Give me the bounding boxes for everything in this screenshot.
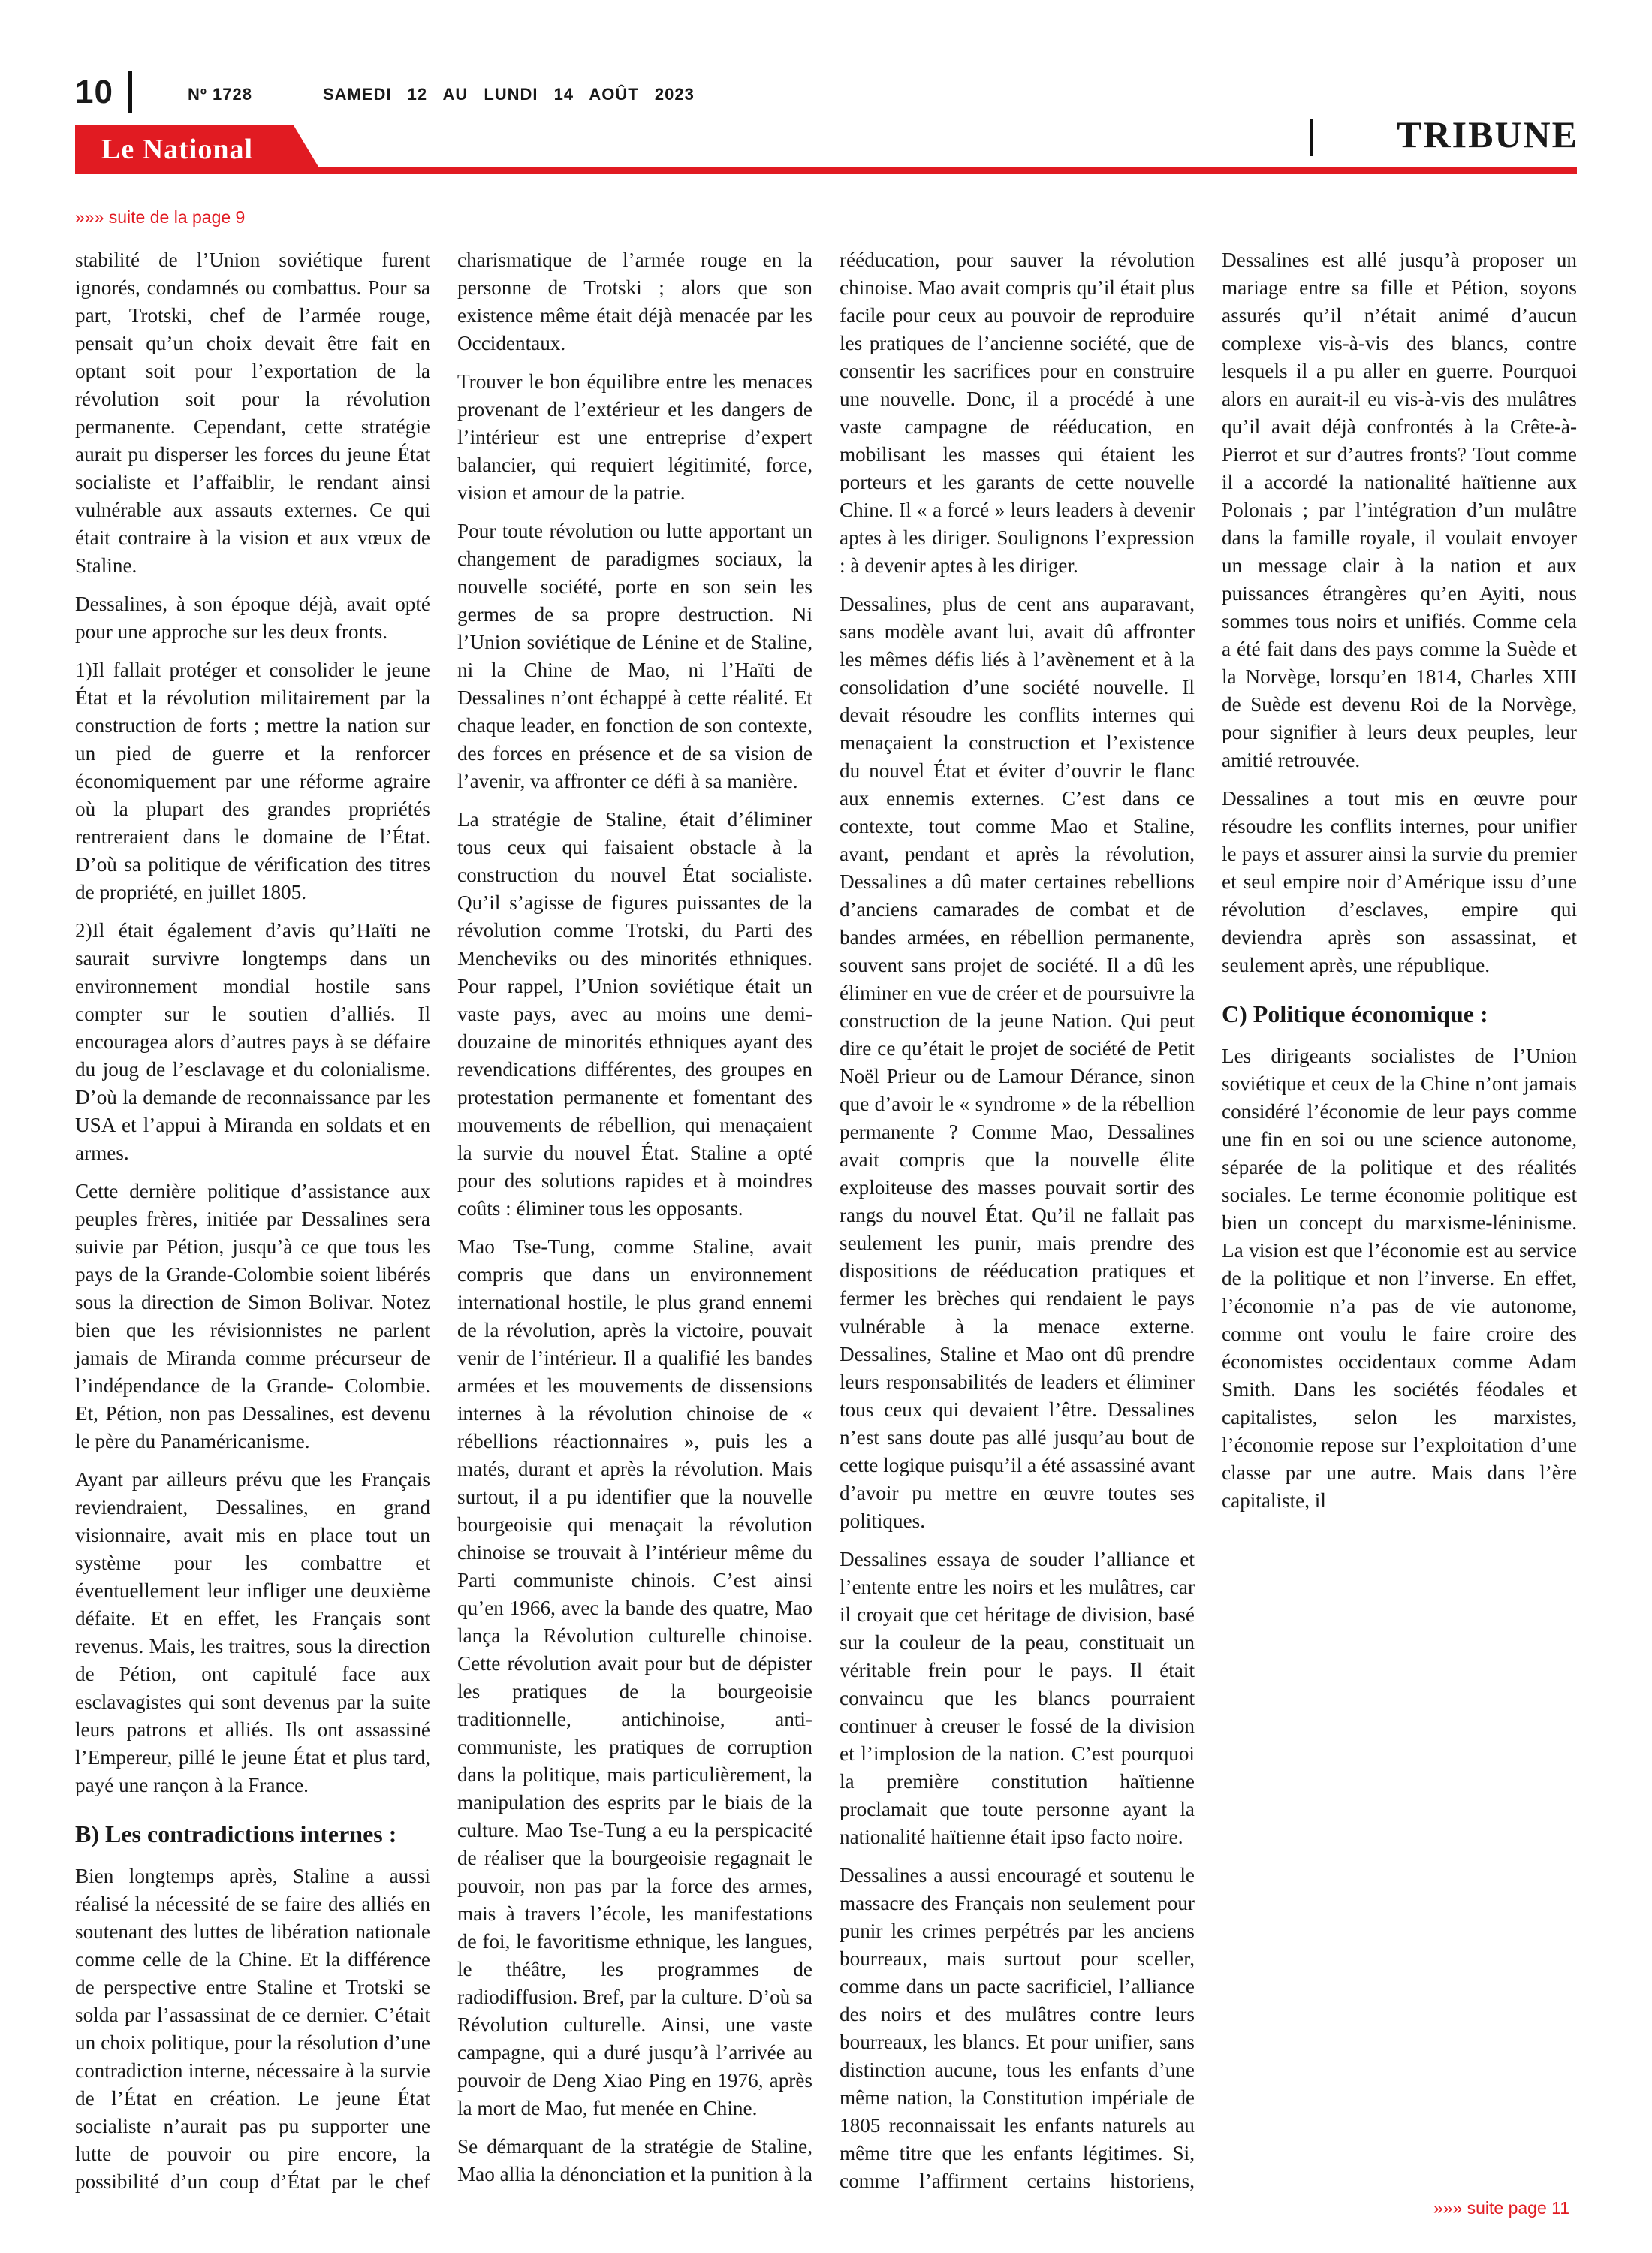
article-paragraph: stabilité de l’Union soviétique furent ignorés, condamnés ou combattus. Pour sa part, Trotski, chef de l’armée rouge, pensait qu’un choix devait être fait en optant soit pour l’exportation de la révolution soit pour la révolution permanente. Cependant, cette stratégie aurait pu disperser les forces du jeune État socialiste et l’affaiblir, le rendant ainsi vulnérable aux assauts externes. Ce qui était contraire à la vision et aux vœux de Staline.	[75, 249, 430, 577]
continued-from-label: »»» suite de la page 9	[75, 207, 246, 227]
subheading-internal-contradictions: B) Les contradictions internes :	[75, 1820, 397, 1847]
article-paragraph: Cette dernière politique d’assistance aux peuples frères, initiée par Dessalines sera suivie par Pétion, jusqu’à ce que tous les pays de la Grande-Colombie soient libérés sous la direction de Simon Bolivar. Notez bien que les révisionnistes ne parlent jamais de Miranda comme précurseur de l’indépendance de la Grande- Colombie. Et, Pétion, non pas Dessalines, est devenu le père du Panaméricanisme.	[75, 1180, 430, 1452]
article-paragraph: Pour toute révolution ou lutte apportant un changement de paradigmes sociaux, la nouvelle société, porte en son sein les germes de sa propre destruction. Ni l’Union soviétique de Lénine et de Staline, ni la Chine de Mao, ni l’Haïti de Dessalines n’ont échappé à cette réalité. Et chaque leader, en fonction de son contexte, des forces en présence et de sa vision de l’avenir, va affronter ce défi à sa manière.	[457, 520, 812, 792]
page-number-divider	[128, 71, 132, 113]
continued-to-label: »»» suite page 11	[1433, 2198, 1569, 2218]
section-title: TRIBUNE	[1397, 113, 1578, 155]
article-paragraph: Mao Tse-Tung, comme Staline, avait compris que dans un environnement international hostile, le plus grand ennemi de la révolution, après la victoire, pouvait venir de l’intérieur. Il a qualifié les bandes armées et les mouvements de dissensions internes à la révolution chinoise de « rébellions réactionnaires », puis les a matés, durant et après la révolution. Mais surtout, il a pu identifier que la nouvelle bourgeoisie qui menaçait la révolution chinoise se trouvait à l’intérieur même du Parti communiste chinois. C’est ainsi qu’en 1966, avec la bande des quatre, Mao lança la Révolution culturelle chinoise. Cette révolution avait pour but de dépister les pratiques de la bourgeoisie traditionnelle, antichinoise, anti-communiste, les pratiques de corruption dans la politique, mais particulièrement, la manipulation des esprits par le biais de la culture. Mao Tse-Tung a eu la perspicacité de réaliser que la bourgeoisie regagnait le pouvoir, non pas par la force des armes, mais à travers l’école, les manifestations de foi, le favoritisme ethnique, les langues, le théâtre, les programmes de radiodiffusion. Bref, par la culture. D’où sa Révolution culturelle. Ainsi, une vaste campagne, qui a duré jusqu’à l’arrivée au pouvoir de Deng Xiao Ping en 1976, après la mort de Mao, fut menée en Chine.	[457, 1235, 812, 2119]
article-paragraph: Dessalines, à son époque déjà, avait opté pour une approche sur les deux fronts.	[75, 593, 430, 643]
article-paragraph: Ayant par ailleurs prévu que les Français reviendraient, Dessalines, en grand visionnaire, avait mis en place tout un système pour les combattre et éventuellement leur infliger une deuxième défaite. Et en effet, les Français sont revenus. Mais, les traitres, sous la direction de Pétion, ont capitulé face aux esclavagistes qui sont devenus par la suite leurs patrons et alliés. Ils ont assassiné l’Empereur, pillé le jeune État et plus tard, payé une rançon à la France.	[75, 1468, 430, 1796]
article-paragraph: Trouver le bon équilibre entre les menaces provenant de l’extérieur et les dangers de l’intérieur est une entreprise d’expert balancier, qui requiert légitimité, force, vision et amour de la patrie.	[457, 370, 812, 504]
issue-date: SAMEDI 12 AU LUNDI 14 AOÛT 2023	[323, 85, 695, 104]
page-header	[0, 0, 1652, 180]
article-paragraph: Les dirigeants socialistes de l’Union soviétique et ceux de la Chine n’ont jamais considéré l’économie de leur pays comme une fin en soi ou une science autonome, séparée de la politique et des réalités sociales. Le terme économie politique est bien un concept du marxisme-léninisme. La vision est que l’économie est au service de la politique et non l’inverse. En effet, l’économie n’a pas de vie autonome, comme ont voulu le faire croire des économistes occidentaux comme Adam Smith. Dans les sociétés féodales et capitalistes, selon les marxistes, l’économie repose sur l’exploitation d’une classe par une autre. Mais dans l’ère capitaliste, il	[1222, 1045, 1577, 1512]
publication-logo: Le National	[101, 134, 254, 165]
subheading-economic-policy: C) Politique économique :	[1222, 1000, 1488, 1027]
article-body	[75, 246, 1577, 2199]
section-divider	[1310, 119, 1313, 156]
article-paragraph: 2)Il était également d’avis qu’Haïti ne saurait survivre longtemps dans un environnement mondial hostile sans compter sur le soutien d’alliés. Il encouragea alors d’autres pays à se défaire du joug de l’esclavage et du colonialisme. D’où la demande de reconnaissance par les USA et l’appui à Miranda en soldats et en armes.	[75, 919, 430, 1164]
article-paragraph: Dessalines essaya de souder l’alliance et l’entente entre les noirs et les mulâtres, car il croyait que cet héritage de division, basé sur la couleur de la peau, constituait un véritable frein pour le pays. Il était convaincu que les blancs pourraient continuer à creuser le fossé de la division et l’implosion de la nation. C’est pourquoi la première constitution haïtienne proclamait que toute personne ayant la nationalité haïtienne était ipso facto noire.	[840, 1548, 1195, 1848]
page-number: 10	[75, 74, 113, 110]
article-paragraph: Dessalines, plus de cent ans auparavant, sans modèle avant lui, avait dû affronter les mêmes défis liés à l’avènement et à la consolidation d’une société nouvelle. Il devait résoudre les conflits internes qui menaçaient la construction et l’existence du nouvel État et éviter d’ouvrir le flanc aux ennemis externes. C’est dans ce contexte, tout comme Mao et Staline, avant, pendant et après la révolution, Dessalines a dû mater certaines rebellions d’anciens camarades de combat et de bandes armées, en rébellion permanente, souvent sans projet de société. Il a dû les éliminer en vue de créer et de poursuivre la construction de la jeune Nation. Qui peut dire ce qu’était le projet de société de Petit Noël Prieur ou de Lamour Dérance, sinon que d’avoir le « syndrome » de la rébellion permanente ? Comme Mao, Dessalines avait compris que la nouvelle élite exploiteuse des masses pouvait sortir des rangs du nouvel État. Qu’il ne fallait pas seulement les punir, mais prendre des dispositions de rééducation pratiques et fermer les brèches qui rendaient le pays vulnérable à la menace externe. Dessalines, Staline et Mao ont dû prendre leurs responsabilités de leaders et éliminer tous ceux qui devaient l’être. Dessalines n’est sans doute pas allé jusqu’au bout de cette logique puisqu’il a été assassiné avant d’avoir pu mettre en œuvre toutes ses politiques.	[840, 593, 1195, 1532]
article-paragraph: Bien longtemps après, Staline a aussi réalisé la nécessité de se faire des alliés en soutenant des luttes de libération nationale comme celle de la Chine. Et la différence de perspective entre Staline et Trotski se solda par l’assassinat de ce dernier. C’était un choix politique, pour la résolution d’une contradiction interne, nécessaire à la survie de l’État en création. Le jeune État socialiste n’aurait pas pu supporter une lutte de pouvoir ou pire encore, la possibilité d’un coup d’État par le chef charismatique de l’armée rouge en la personne de Trotski ; alors que son existence même était déjà menacée par les Occidentaux.	[75, 249, 812, 2193]
article-paragraph: Se démarquant de la stratégie de Staline, Mao allia la dénonciation et la punition à la rééducation, pour sauver la révolution chinoise. Mao avait compris qu’il était plus facile pour ceux au pouvoir de reproduire les pratiques de l’ancienne société, que de consentir les sacrifices pour en construire une nouvelle. Donc, il a procédé à une vaste campagne de rééducation, en mobilisant les masses qui étaient les porteurs et les garants de cette nouvelle Chine. Il « a forcé » leurs leaders à devenir aptes à les diriger. Soulignons l’expression : à devenir aptes à les diriger.	[457, 249, 1195, 2185]
issue-number: Nº 1728	[188, 85, 252, 104]
article-paragraph: Dessalines a aussi encouragé et soutenu le massacre des Français non seulement pour punir les crimes perpétrés par les anciens bourreaux, mais surtout pour sceller, comme dans un pacte sacrificiel, l’alliance des noirs et des mulâtres contre leurs bourreaux, les blancs. Et pour unifier, sans distinction aucune, tous les enfants d’une même nation, la Constitution impériale de 1805 reconnaissait les enfants naturels au même titre que les enfants légitimes. Si, comme l’affirment certains historiens, Dessalines est allé jusqu’à proposer un mariage entre sa fille et Pétion, soyons assurés qu’il n’était animé d’aucun complexe vis-à-vis des blancs, contre lesquels il a pu aller en guerre. Pourquoi alors en aurait-il eu vis-à-vis des mulâtres qu’il avait déjà confrontés à la Crête-à-Pierrot et sur d’autres fronts? Tout comme il a accordé la nationalité haïtienne aux Polonais ; par l’intégration d’un mulâtre dans la famille royale, il voulait envoyer un message clair à la nation et aux puissances étrangères qu’en Ayiti, nous sommes tous noirs et unifiés. Comme cela a été fait dans des pays comme la Suède et la Norvège, lorsqu’en 1814, Charles XIII de Suède est devenu Roi de la Norvège, pour signifier à leurs deux peuples, leur amitié retrouvée.	[840, 249, 1577, 2192]
article-paragraph: Dessalines a tout mis en œuvre pour résoudre les conflits internes, pour unifier le pays et assurer ainsi la survie du premier et seul empire noir d’Amérique issu d’une révolution d’esclaves, empire qui deviendra après son assassinat, et seulement après, une république.	[1222, 787, 1577, 976]
article-paragraph: 1)Il fallait protéger et consolider le jeune État et la révolution militairement par la construction de forts ; mettre la nation sur un pied de guerre et la renforcer économiquement par une réforme agraire où la plupart des grandes propriétés rentreraient dans le domaine de l’État. D’où sa politique de vérification des titres de propriété, en juillet 1805.	[75, 659, 430, 903]
article-paragraph: La stratégie de Staline, était d’éliminer tous ceux qui faisaient obstacle à la construction du nouvel État socialiste. Qu’il s’agisse de figures puissantes de la révolution comme Trotski, du Parti des Mencheviks ou des minorités ethniques. Pour rappel, l’Union soviétique était un vaste pays, avec au moins une demi-douzaine de minorités ethniques ayant des revendications différentes, des groupes en protestation permanente et fomentant des mouvements de rébellion, qui menaçaient la survie du nouvel État. Staline a opté pour des solutions rapides et à moindres coûts : éliminer tous les opposants.	[457, 808, 812, 1220]
